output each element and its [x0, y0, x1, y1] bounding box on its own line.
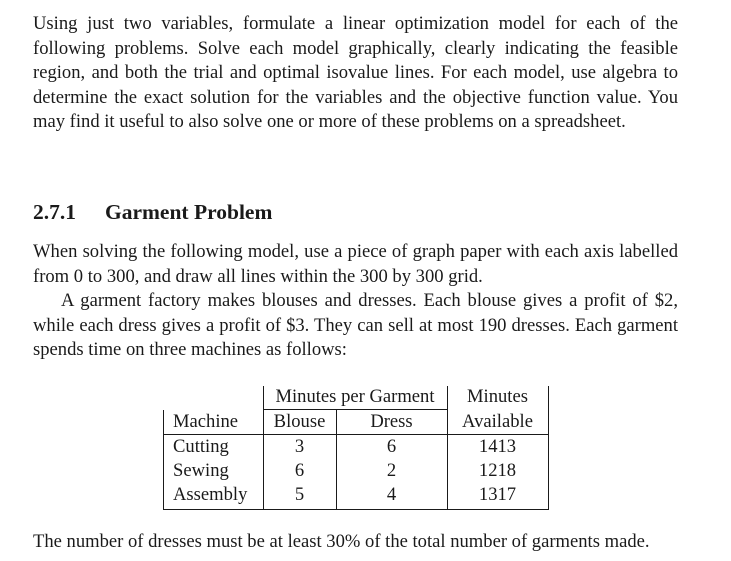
row-available: 1218	[478, 460, 517, 481]
intro-paragraph: Using just two variables, formulate a linear optimization model for each of the following problems. Solve each model graphically, clearly indicating the feasible region, and both the trial and optimal isovalue lines. For each model, use algebra to determine the exact solution for the variables and the objective function value. You may find it useful to also solve one or more of these problems on a spreadsheet.	[33, 13, 678, 132]
instruction-paragraph: When solving the following model, use a piece of graph paper with each axis labelled from 0 to 300, and draw all lines within the 300 by 300 grid.	[33, 241, 678, 287]
table-rule	[163, 410, 164, 510]
row-dress: 2	[386, 460, 397, 481]
row-available: 1413	[478, 436, 517, 457]
row-machine: Sewing	[173, 460, 229, 481]
section-number: 2.7.1	[33, 200, 76, 224]
machine-time-table	[163, 386, 548, 510]
table-rule	[163, 509, 548, 510]
row-blouse: 3	[294, 436, 305, 457]
row-blouse: 6	[294, 460, 305, 481]
table-rule	[163, 434, 548, 435]
section-heading	[33, 197, 272, 227]
row-machine: Assembly	[173, 484, 248, 505]
table-rule	[548, 386, 549, 510]
header-minutes-per-garment: Minutes per Garment	[275, 386, 435, 407]
section-title: Garment Problem	[105, 200, 273, 224]
header-available: Available	[462, 411, 533, 432]
header-minutes: Minutes	[467, 386, 528, 407]
table-rule	[263, 409, 447, 410]
header-dress: Dress	[370, 411, 413, 432]
header-blouse: Blouse	[273, 411, 326, 432]
problem-paragraph: A garment factory makes blouses and dresses. Each blouse gives a profit of $2, while each dress gives a profit of $3. They can sell at most 190 dresses. Each garment spends time on three machines as follows:	[33, 290, 678, 360]
row-machine: Cutting	[173, 436, 229, 457]
row-blouse: 5	[294, 484, 305, 505]
header-machine: Machine	[173, 411, 239, 432]
row-available: 1317	[478, 484, 517, 505]
row-dress: 4	[386, 484, 397, 505]
row-dress: 6	[386, 436, 397, 457]
constraint-paragraph: The number of dresses must be at least 30% of the total number of garments made.	[33, 531, 650, 552]
